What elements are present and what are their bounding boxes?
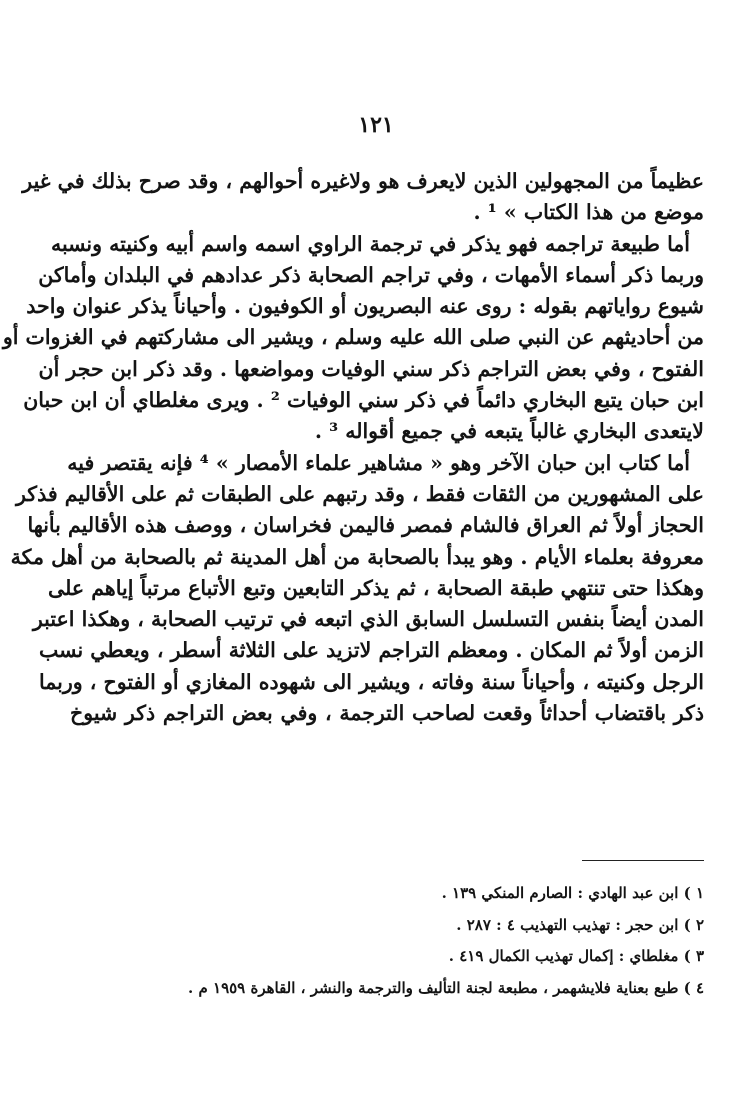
text-line: ذكر باقتضاب أحداثاً وقعت لصاحب الترجمة ، وفي بعض التراجم ذكر شيوخ xyxy=(70,701,704,726)
page-number: ١٢١ xyxy=(358,112,394,138)
body-text xyxy=(2,166,704,729)
text-line: موضع من هذا الكتاب » ¹ . xyxy=(473,200,704,225)
footnote-divider xyxy=(582,860,704,861)
text-line: الزمن أولاً ثم المكان . ومعظم التراجم لاتزيد على الثلاثة أسطر ، ويعطي نسب xyxy=(39,638,704,663)
footnote: ٢ ) ابن حجر : تهذيب التهذيب ٤ : ٢٨٧ . xyxy=(456,915,704,934)
text-line: الفتوح ، وفي بعض التراجم ذكر سني الوفيات ومواضعها . وقد ذكر ابن حجر أن xyxy=(38,356,704,381)
text-line: أما كتاب ابن حبان الآخر وهو « مشاهير علماء الأمصار » ⁴ فإنه يقتصر فيه xyxy=(67,450,690,475)
text-line: شيوع رواياتهم بقوله : روى عنه البصريون أو الكوفيون . وأحياناً يذكر عنوان واحد xyxy=(26,294,704,319)
footnote: ٣ ) مغلطاي : إكمال تهذيب الكمال ٤١٩ . xyxy=(448,947,704,965)
text-line: معروفة بعلماء الأيام . وهو يبدأ بالصحابة من أهل المدينة ثم بالصحابة من أهل مكة xyxy=(10,544,704,569)
text-line: عظيماً من المجهولين الذين لايعرف هو ولاغيره أحوالهم ، وقد صرح بذلك في غير xyxy=(22,169,704,193)
text-line: وربما ذكر أسماء الأمهات ، وفي تراجم الصحابة ذكر عدادهم في البلدان وأماكن xyxy=(38,262,704,287)
footnote: ٤ ) طبع بعناية فلايشهمر ، مطبعة لجنة التأليف والترجمة والنشر ، القاهرة ١٩٥٩ م . xyxy=(188,978,704,997)
text-line: وهكذا حتى تنتهي طبقة الصحابة ، ثم يذكر التابعين وتبع الأتباع مرتباً إياهم على xyxy=(48,575,704,600)
text-line: الحجاز أولاً ثم العراق فالشام فمصر فاليمن فخراسان ، ووصف هذه الأقاليم بأنها xyxy=(27,513,704,538)
footnote: ١ ) ابن عبد الهادي : الصارم المنكي ١٣٩ . xyxy=(441,884,704,902)
text-line: أما طبيعة تراجمه فهو يذكر في ترجمة الراوي اسمه واسم أبيه وكنيته ونسبه xyxy=(50,231,690,256)
text-line: الرجل وكنيته ، وأحياناً سنة وفاته ، ويشير الى شهوده المغازي أو الفتوح ، وربما xyxy=(39,669,704,694)
text-line: المدن أيضاً بنفس التسلسل السابق الذي اتبعه في ترتيب الصحابة ، وهكذا اعتبر xyxy=(32,607,704,632)
text-line: ابن حبان يتبع البخاري دائماً في ذكر سني الوفيات ² . ويرى مغلطاي أن ابن حبان xyxy=(23,388,704,413)
text-line: لايتعدى البخاري غالباً يتبعه في جميع أقواله ³ . xyxy=(314,419,704,444)
text-line: على المشهورين من الثقات فقط ، وقد رتبهم على الطبقات ثم على الأقاليم فذكر xyxy=(16,481,704,506)
footnotes xyxy=(100,878,704,1004)
text-line: من أحاديثهم عن النبي صلى الله عليه وسلم ، ويشير الى مشاركتهم في الغزوات أو xyxy=(2,325,704,350)
